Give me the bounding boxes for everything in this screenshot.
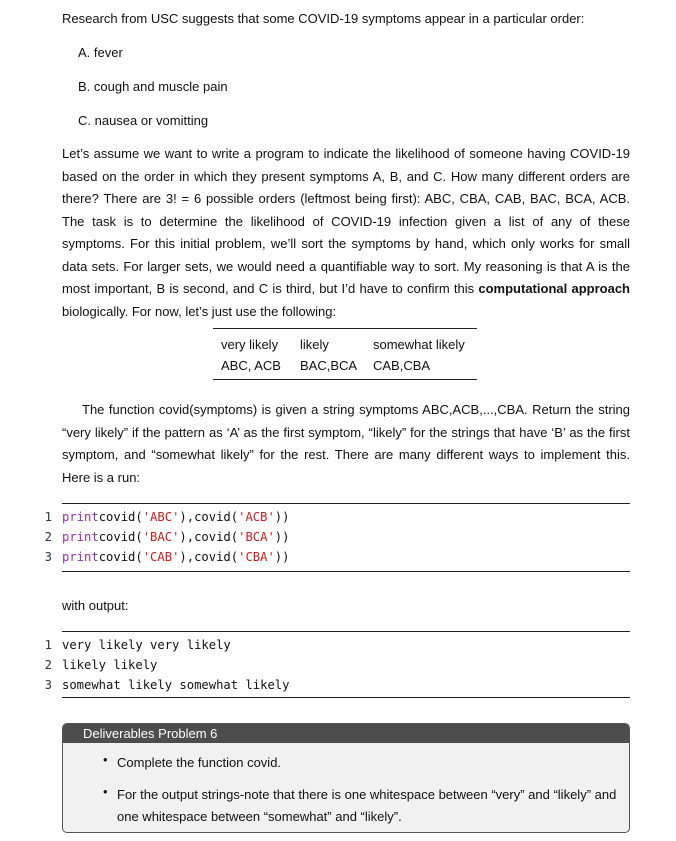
deliverables-title: Deliverables Problem 6: [63, 724, 629, 743]
output-line: 3 somewhat likely somewhat likely: [40, 678, 289, 692]
bold-phrase: computational approach: [478, 281, 630, 296]
line-number: 2: [44, 530, 52, 544]
table-cell-very-likely: ABC, ACB: [221, 358, 281, 373]
option-c: C. nausea or vomitting: [78, 113, 209, 128]
table-header-likely: likely: [300, 337, 329, 352]
code-line: 1 printcovid('ABC'),covid('ACB')): [40, 510, 289, 524]
option-b: B. cough and muscle pain: [78, 79, 228, 94]
bullet-icon: •: [103, 752, 108, 767]
line-number: 3: [44, 550, 52, 564]
table-header-very-likely: very likely: [221, 337, 279, 352]
output-line: 1 very likely very likely: [40, 638, 231, 652]
table-cell-somewhat-likely: CAB,CBA: [373, 358, 431, 373]
code-line: 2 printcovid('BAC'),covid('BCA')): [40, 530, 289, 544]
bullet-icon: •: [103, 784, 108, 799]
output-line: 2 likely likely: [40, 658, 157, 672]
option-a: A. fever: [78, 45, 123, 60]
line-number: 1: [44, 510, 52, 524]
paragraph-intro-problem: Let’s assume we want to write a program to indicate the likelihood of someone having COVID-19 based on the order in which they present symptoms A, B, and C. How many different orders are there? There are 3! = 6 possible orders (leftmost being first): ABC, CBA, CAB, BAC, BCA, ACB. The task is to determine the likelihood of COVID-19 infection given a list of any of these symptoms. For this initial problem, we’ll sort the symptoms by hand, which only works for small data sets. For larger sets, we would need a quantifiable way to sort. My reasoning is that A is the most important, B is second, and C is third, but I’d have to confirm this computational approach biologically. For now, let’s just use the following:: [62, 146, 630, 319]
with-output-label: with output:: [62, 598, 129, 613]
line-number: 1: [44, 638, 52, 652]
table-header-somewhat-likely: somewhat likely: [373, 337, 465, 352]
table-cell-likely: BAC,BCA: [300, 358, 358, 373]
code-line: 3 printcovid('CAB'),covid('CBA')): [40, 550, 289, 564]
paragraph-task: The function covid(symptoms) is given a string symptoms ABC,ACB,...,CBA. Return the string “very likely” if the pattern as ‘A’ as the first symptom, “likely” for the strings that have ‘B’ as the first symptom, and “somewhat likely” for the rest. There are many different ways to implement this. Here is a run:: [62, 402, 630, 485]
deliverables-box: Deliverables Problem 6 • Complete the function covid. • For the output strings-note that there is one whitespace between “very” and “likely” and one whitespace between “somewhat” and “likely”.: [62, 723, 630, 833]
line-number: 3: [44, 678, 52, 692]
line-number: 2: [44, 658, 52, 672]
intro-text: Research from USC suggests that some COVID-19 symptoms appear in a particular order:: [62, 11, 585, 26]
